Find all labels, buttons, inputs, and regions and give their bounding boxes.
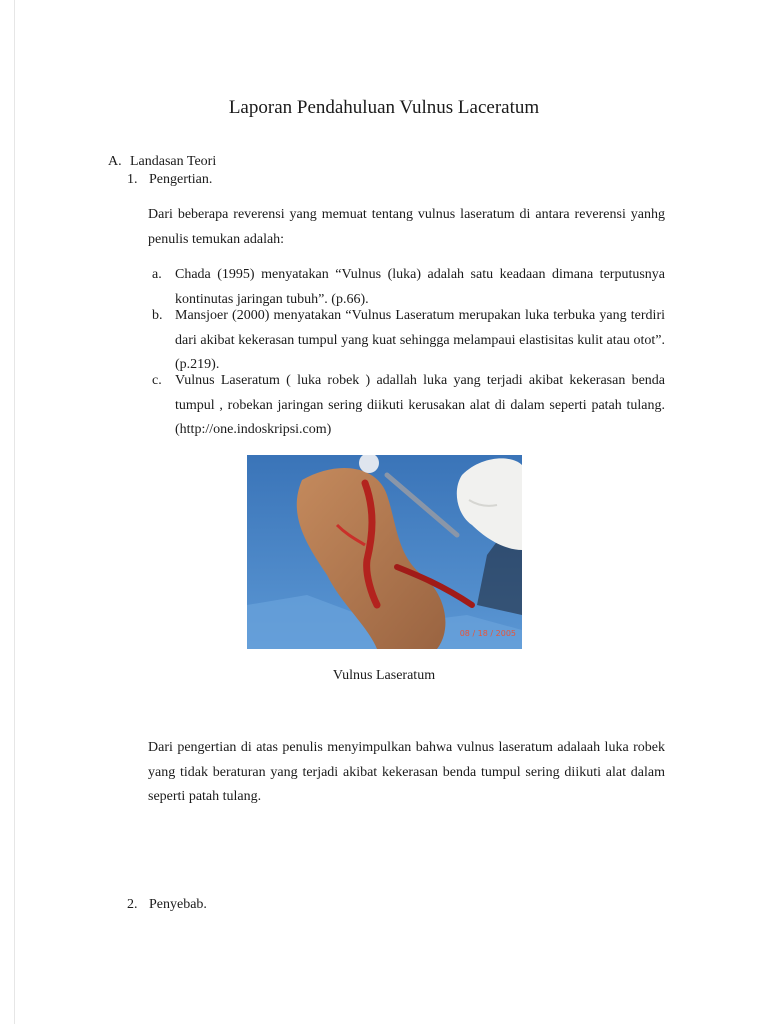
- photo-timestamp: 08 / 18 / 2005: [459, 629, 516, 638]
- document-title: Laporan Pendahuluan Vulnus Laceratum: [228, 97, 540, 118]
- definition-item-c: [152, 369, 665, 443]
- list-marker: a.: [152, 267, 162, 282]
- definition-text: Vulnus Laseratum ( luka robek ) adallah luka yang terjadi akibat kekerasan benda tumpul , robekan jaringan sering diikuti kerusakan alat di dalam seperti patah tulang. (http://one.indoskripsi.com): [175, 373, 665, 437]
- figure-caption: Vulnus Laseratum: [332, 668, 436, 683]
- list-marker: c.: [152, 373, 162, 388]
- section-heading-text: Landasan Teori: [130, 154, 217, 169]
- conclusion-paragraph: Dari pengertian di atas penulis menyimpulkan bahwa vulnus laseratum adalaah luka robek yang tidak beraturan yang terjadi akibat kekerasan benda tumpul sering diikuti alat dalam seperti patah tulang.: [148, 740, 665, 804]
- subsection-marker: 2.: [127, 897, 138, 912]
- intro-paragraph: Dari beberapa reverensi yang memuat tentang vulnus laseratum di antara reverensi yanhg penulis temukan adalah:: [148, 207, 665, 247]
- list-marker: b.: [152, 308, 163, 323]
- subsection-heading-1: [127, 172, 212, 188]
- definition-text: Chada (1995) menyatakan “Vulnus (luka) adalah satu keadaan dimana terputusnya kontinutas jaringan tubuh”. (p.66).: [175, 267, 665, 307]
- definition-text: Mansjoer (2000) menyatakan “Vulnus Laseratum merupakan luka terbuka yang terdiri dari akibat kekerasan tumpul yang kuat sehingga melampaui elastisitas kulit atau otot”. (p.219).: [175, 308, 665, 372]
- subsection-marker: 1.: [127, 172, 138, 187]
- definition-item-b: [152, 304, 665, 378]
- subsection-heading-text: Penyebab.: [149, 897, 207, 912]
- page-edge: [14, 0, 15, 1024]
- section-marker: A.: [108, 154, 122, 169]
- section-heading-a: [108, 154, 216, 170]
- subsection-heading-2: [127, 897, 207, 913]
- subsection-heading-text: Pengertian.: [149, 172, 213, 187]
- wound-photo: [247, 455, 522, 649]
- wound-photo-illustration: [247, 455, 522, 649]
